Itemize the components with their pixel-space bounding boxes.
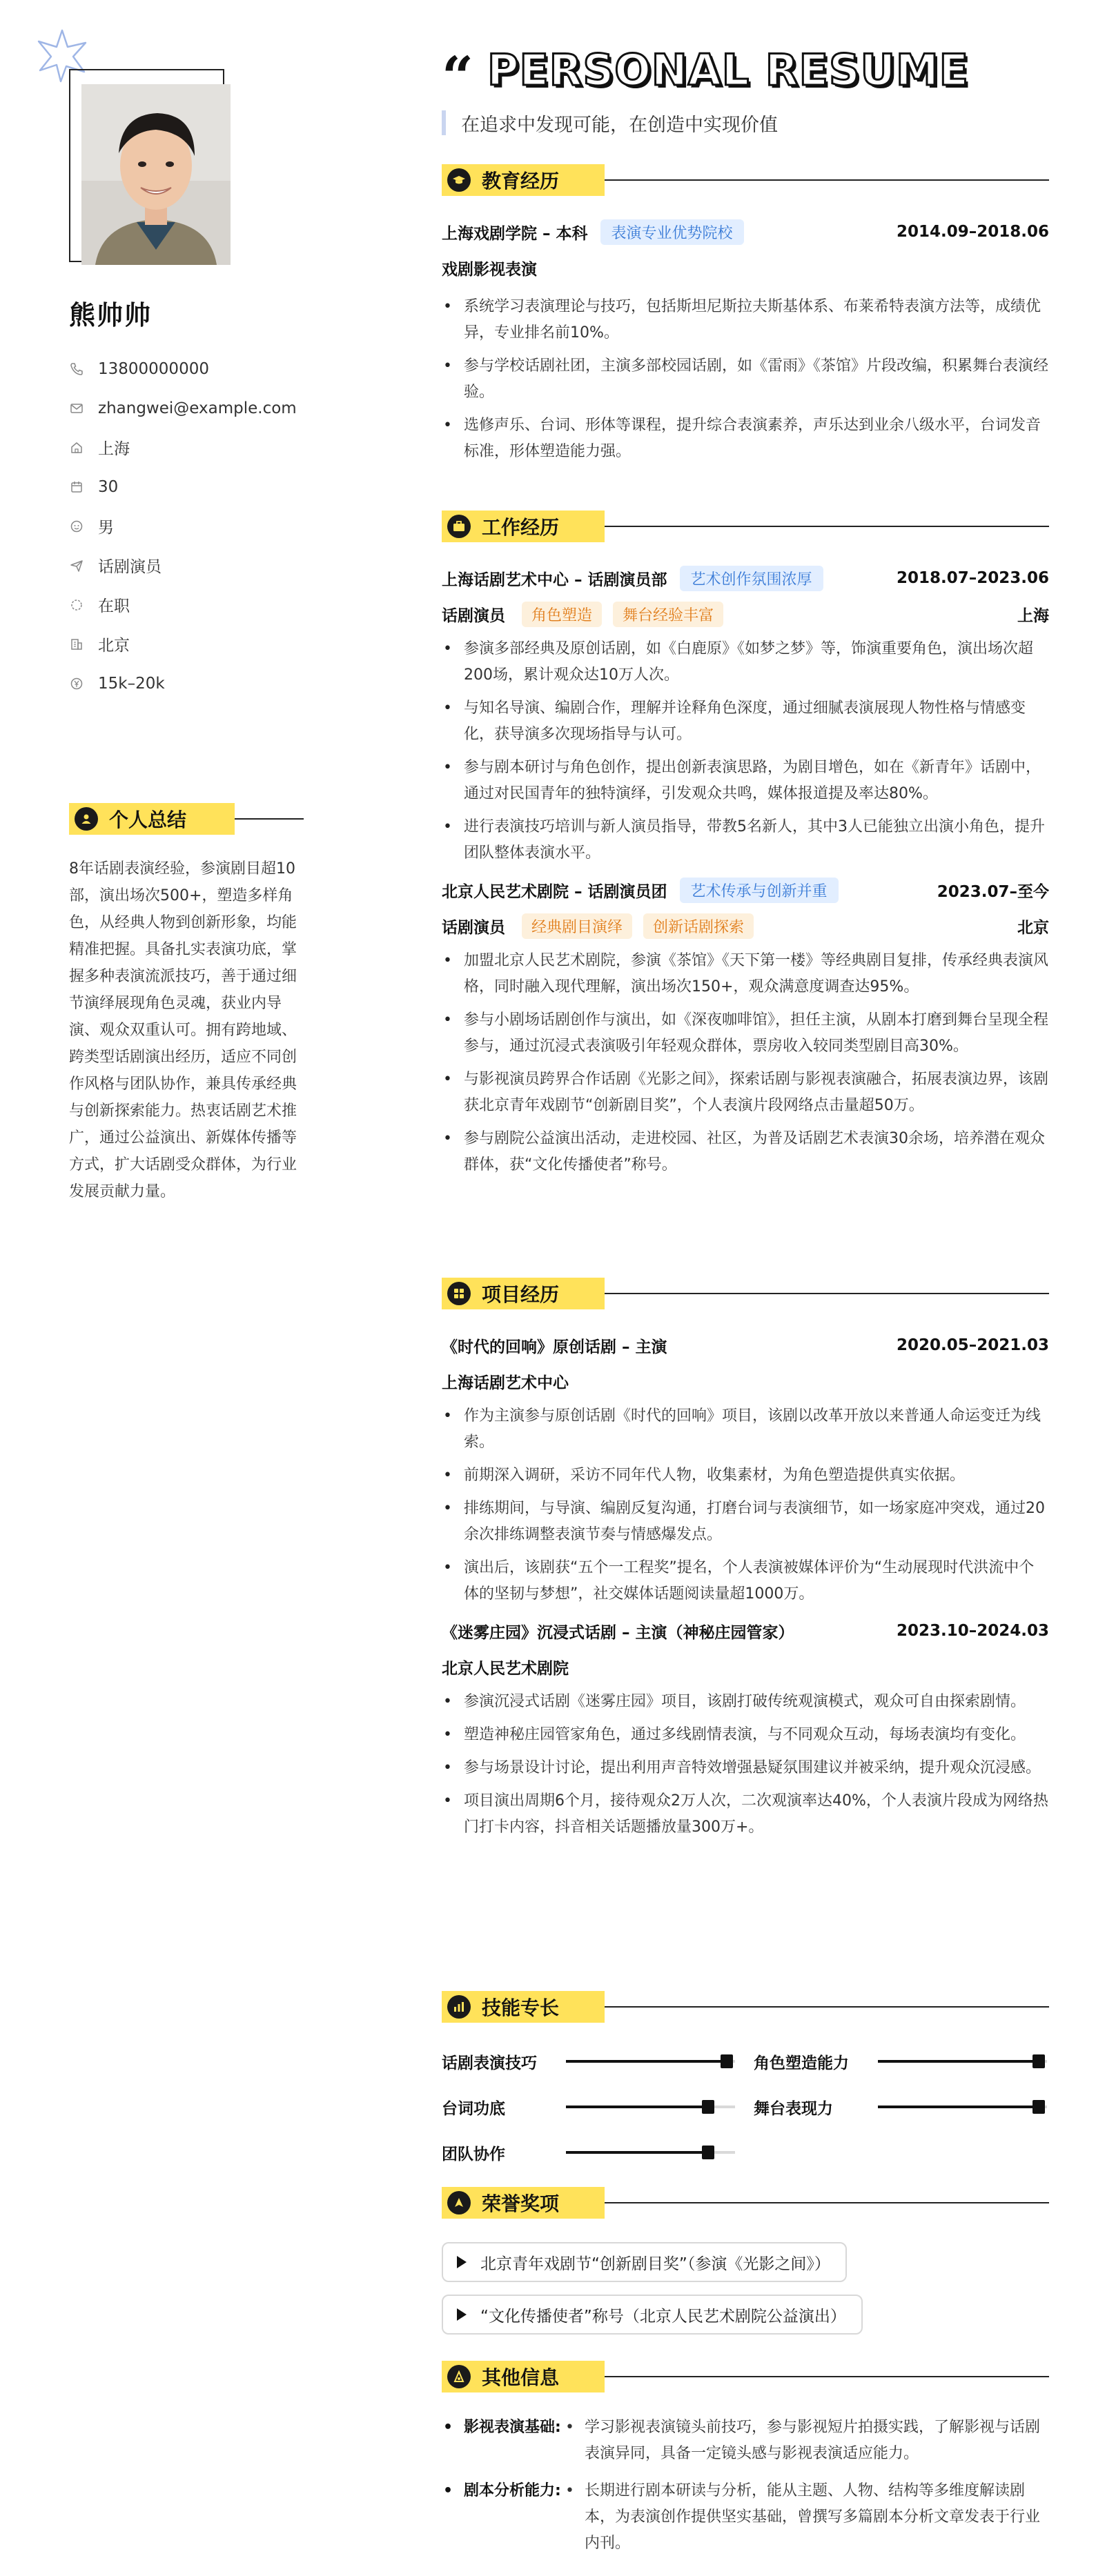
list-item: • 前期深入调研，采访不同年代人物，收集素材，为角色塑造提供真实依据。 — [442, 1463, 1049, 1489]
education-section — [442, 163, 1049, 472]
info-gender — [69, 506, 304, 546]
other-value: • 长期进行剧本研读与分析，能从主题、人物、结构等多维度解读剧本，为表演创作提供坚实基础，曾撰写多篇剧本分析文章发表于行业内刊。 — [562, 2478, 1049, 2557]
other-title: 其他信息 — [482, 2366, 560, 2389]
skill-name: 团队协作 — [442, 2145, 505, 2163]
quote-mark: “ — [442, 44, 474, 109]
info-age — [69, 467, 304, 506]
projects-header — [442, 1276, 1049, 1311]
skill-bar — [566, 2106, 735, 2108]
info-email — [69, 388, 304, 428]
section-divider — [605, 2376, 1049, 2377]
section-divider — [605, 2202, 1049, 2203]
list-item: • 作为主演参与原创话剧《时代的回响》项目，该剧以改革开放以来普通人命运变迁为线索。 — [442, 1403, 1049, 1456]
award-text: 北京青年戏剧节“创新剧目奖”（参演《光影之间》） — [480, 2255, 830, 2273]
list-item: • 参与学校话剧社团，主演多部校园话剧，如《雷雨》《茶馆》片段改编，积累舞台表演经验。 — [442, 353, 1049, 406]
phone-icon — [69, 361, 84, 377]
project-1 — [442, 1331, 1049, 1607]
profile-photo — [81, 84, 231, 265]
school-name: 上海戏剧学院 – 本科 — [442, 224, 588, 243]
building-icon — [69, 637, 84, 652]
info-text: zhangwei@example.com — [98, 399, 297, 417]
project-date: 2020.05–2021.03 — [896, 1336, 1049, 1354]
info-status — [69, 585, 304, 624]
skill-name: 台词功底 — [442, 2099, 505, 2118]
info-salary — [69, 664, 304, 703]
summary-text: 8年话剧表演经验，参演剧目超10部，演出场次500+，塑造多样角色，从经典人物到创新形象，均能精准把握。具备扎实表演功底，掌握多种表演流派技巧，善于通过细节演绎展现角色灵魂，获业内导演、观众双重认可。拥有跨地域、跨类型话剧演出经历，适应不同创作风格与团队协作，兼具传承经典与创新探索能力。热衷话剧艺术推广，通过公益演出、新媒体传播等方式，扩大话剧受众群体，为行业发展贡献力量。 — [69, 860, 297, 1200]
resume-title — [442, 39, 970, 109]
summary-title: 个人总结 — [109, 809, 187, 831]
award-item — [442, 2242, 847, 2282]
list-item: • 参与剧本研讨与角色创作，提出创新表演思路，为剧目增色，如在《新青年》话剧中，通过对民国青年的独特演绎，引发观众共鸣，媒体报道提及率达80%。 — [442, 755, 1049, 807]
person-icon — [75, 807, 98, 831]
send-icon — [69, 558, 84, 573]
award-item — [442, 2295, 863, 2335]
skill-bar-knob — [702, 2100, 714, 2114]
project-org: 上海话剧艺术中心 — [442, 1374, 569, 1392]
info-text: 上海 — [98, 440, 130, 458]
section-divider — [235, 818, 304, 820]
job-role-row — [442, 912, 1049, 940]
job-role: 话剧演员 — [442, 606, 505, 625]
list-item: • 演出后，该剧获“五个一工程奖”提名，个人表演被媒体评价为“生动展现时代洪流中个体的坚韧与梦想”，社交媒体话题阅读量超1000万。 — [442, 1555, 1049, 1607]
play-icon — [457, 2308, 467, 2321]
skill-bar-knob — [721, 2054, 733, 2068]
project-header — [442, 1617, 1049, 1645]
awards-header — [442, 2186, 1049, 2220]
education-date: 2014.09–2018.06 — [896, 223, 1049, 241]
list-item: • 参演多部经典及原创话剧，如《白鹿原》《如梦之梦》等，饰演重要角色，演出场次超200场，累计观众达10万人次。 — [442, 636, 1049, 688]
profile-name: 熊帅帅 — [69, 300, 153, 330]
list-item: • 项目演出周期6个月，接待观众2万人次，二次观演率达40%，个人表演片段成为网络热门打卡内容，抖音相关话题播放量300万+。 — [442, 1788, 1049, 1841]
project-2 — [442, 1617, 1049, 1841]
award-text: “文化传播使者”称号（北京人民艺术剧院公益演出） — [480, 2307, 846, 2326]
list-item: • 进行表演技巧培训与新人演员指导，带教5名新人，其中3人已能独立出演小角色，提升团队整体表演水平。 — [442, 814, 1049, 866]
job-role: 话剧演员 — [442, 918, 505, 937]
projects-tag — [442, 1278, 605, 1309]
awards-title: 荣誉奖项 — [482, 2192, 560, 2215]
projects-title: 项目经历 — [482, 1283, 560, 1306]
award-icon — [447, 2191, 471, 2215]
project-name: 《迷雾庄园》沉浸式话剧 – 主演（神秘庄园管家） — [442, 1623, 794, 1642]
skill-row — [754, 2093, 1047, 2121]
awards-tag — [442, 2187, 605, 2219]
job-bullets — [442, 636, 1049, 866]
job-city: 上海 — [1017, 606, 1049, 625]
list-item: • 参演沉浸式话剧《迷雾庄园》项目，该剧打破传统观演模式，观众可自由探索剧情。 — [442, 1689, 1049, 1715]
job-tag: 经典剧目演绎 — [522, 913, 632, 939]
job-header — [442, 876, 1049, 904]
contact-info-list — [69, 349, 304, 703]
job-1 — [442, 564, 1049, 866]
education-tag — [442, 164, 605, 196]
skills-header — [442, 1990, 1049, 2024]
job-tag: 创新话剧探索 — [643, 913, 754, 939]
skill-bar-fill — [878, 2106, 1039, 2108]
job-role-row — [442, 600, 1049, 628]
job-tag: 舞台经验丰富 — [613, 602, 723, 627]
skill-bar-fill — [566, 2060, 727, 2063]
project-org-row — [442, 1367, 1049, 1395]
info-text: 13800000000 — [98, 359, 209, 378]
major — [442, 254, 1049, 281]
list-item: • 参与剧院公益演出活动，走进校园、社区，为普及话剧艺术表演30余场，培养潜在观众群体，获“文化传播使者”称号。 — [442, 1126, 1049, 1178]
awards-section — [442, 2186, 1049, 2220]
info-location — [69, 428, 304, 467]
play-icon — [457, 2256, 467, 2268]
list-item: • 与影视演员跨界合作话剧《光影之间》，探索话剧与影视表演融合，拓展表演边界，该剧获北京青年戏剧节“创新剧目奖”，个人表演片段网络点击量超50万。 — [442, 1067, 1049, 1119]
section-divider — [605, 179, 1049, 181]
home-icon — [69, 440, 84, 455]
skill-bar-knob — [1033, 2054, 1045, 2068]
info-text: 话剧演员 — [98, 558, 162, 576]
job-date: 2023.07–至今 — [937, 882, 1049, 901]
summary-tag — [69, 803, 235, 835]
other-header — [442, 2359, 1049, 2394]
job-city: 北京 — [1017, 918, 1049, 937]
info-text: 北京 — [98, 637, 130, 655]
mail-icon — [69, 401, 84, 416]
job-org: 上海话剧艺术中心 – 话剧演员部 — [442, 571, 667, 589]
skills-title: 技能专长 — [482, 1997, 560, 2019]
job-date: 2018.07–2023.06 — [896, 569, 1049, 587]
calendar-icon — [69, 479, 84, 495]
info-position — [69, 546, 304, 585]
summary-header — [69, 802, 304, 836]
skill-bar-fill — [878, 2060, 1039, 2063]
graduation-cap-icon — [447, 168, 471, 192]
major-text: 戏剧影视表演 — [442, 260, 537, 279]
skill-row — [442, 2048, 735, 2075]
other-item — [442, 2478, 1049, 2557]
project-header — [442, 1331, 1049, 1359]
gender-icon — [69, 519, 84, 534]
skill-row — [442, 2139, 735, 2166]
project-date: 2023.10–2024.03 — [896, 1622, 1049, 1640]
info-icon — [447, 2365, 471, 2388]
job-2 — [442, 876, 1049, 1178]
status-icon — [69, 597, 84, 613]
project-org-row — [442, 1653, 1049, 1681]
motto-bar — [442, 110, 446, 135]
skill-name: 角色塑造能力 — [754, 2054, 849, 2072]
skill-name: 舞台表现力 — [754, 2099, 833, 2118]
education-row — [442, 218, 1049, 246]
list-item: • 塑造神秘庄园管家角色，通过多线剧情表演，与不同观众互动，每场表演均有变化。 — [442, 1722, 1049, 1748]
motto-text: 在追求中发现可能，在创造中实现价值 — [461, 114, 778, 136]
project-bullets — [442, 1403, 1049, 1607]
job-org-tag: 艺术传承与创新并重 — [680, 878, 839, 903]
skill-bar-fill — [566, 2106, 708, 2108]
skill-bar — [566, 2151, 735, 2154]
list-item: • 排练期间，与导演、编剧反复沟通，打磨台词与表演细节，如一场家庭冲突戏，通过20余次排练调整表演节奏与情感爆发点。 — [442, 1496, 1049, 1548]
work-tag — [442, 511, 605, 542]
list-item: • 选修声乐、台词、形体等课程，提升综合表演素养，声乐达到业余八级水平，台词发音标准，形体塑造能力强。 — [442, 413, 1049, 465]
section-divider — [605, 526, 1049, 527]
other-key: • 影视表演基础: — [442, 2415, 562, 2467]
list-item: • 参与场景设计讨论，提出利用声音特效增强悬疑氛围建议并被采纳，提升观众沉浸感。 — [442, 1755, 1049, 1781]
list-item: • 系统学习表演理论与技巧，包括斯坦尼斯拉夫斯基体系、布莱希特表演方法等，成绩优异，专业排名前10%。 — [442, 294, 1049, 346]
info-text: 30 — [98, 477, 119, 496]
info-city — [69, 624, 304, 664]
project-bullets — [442, 1689, 1049, 1841]
briefcase-icon — [447, 515, 471, 538]
skills-section — [442, 1990, 1049, 2024]
education-bullets — [442, 294, 1049, 465]
project-name: 《时代的回响》原创话剧 – 主演 — [442, 1338, 667, 1356]
list-item: • 参与小剧场话剧创作与演出，如《深夜咖啡馆》，担任主演，从剧本打磨到舞台呈现全程参与，通过沉浸式表演吸引年轻观众群体，票房收入较同类型剧目高30%。 — [442, 1007, 1049, 1060]
page-title: PERSONAL RESUME — [487, 44, 970, 95]
job-bullets — [442, 948, 1049, 1178]
skill-bar-fill — [566, 2151, 708, 2154]
info-text: 在职 — [98, 597, 130, 615]
job-tag: 角色塑造 — [522, 602, 602, 627]
education-title: 教育经历 — [482, 170, 560, 192]
skill-bar-knob — [702, 2146, 714, 2159]
list-item: • 与知名导演、编剧合作，理解并诠释角色深度，通过细腻表演展现人物性格与情感变化，获导演多次现场指导与认可。 — [442, 695, 1049, 748]
info-text: 男 — [98, 519, 114, 537]
projects-section — [442, 1276, 1049, 1847]
job-org-tag: 艺术创作氛围浓厚 — [680, 566, 823, 591]
job-header — [442, 564, 1049, 592]
skill-bar-knob — [1033, 2100, 1045, 2114]
chart-icon — [447, 1995, 471, 2019]
work-header — [442, 509, 1049, 544]
skill-row — [442, 2093, 735, 2121]
info-phone — [69, 349, 304, 388]
other-item — [442, 2415, 1049, 2467]
list-item: • 加盟北京人民艺术剧院，参演《茶馆》《天下第一楼》等经典剧目复排，传承经典表演风格，同时融入现代理解，演出场次150+，观众满意度调查达95%。 — [442, 948, 1049, 1000]
skill-bar — [566, 2060, 735, 2063]
other-section — [442, 2359, 1049, 2568]
skill-bar — [878, 2106, 1047, 2108]
other-key: • 剧本分析能力: — [442, 2478, 562, 2557]
other-tag — [442, 2361, 605, 2392]
school-tag: 表演专业优势院校 — [600, 219, 744, 245]
info-text: 15k–20k — [98, 674, 165, 693]
salary-icon — [69, 676, 84, 691]
skill-name: 话剧表演技巧 — [442, 2054, 537, 2072]
education-header — [442, 163, 1049, 197]
section-divider — [605, 2006, 1049, 2008]
skill-row — [754, 2048, 1047, 2075]
other-value: • 学习影视表演镜头前技巧，参与影视短片拍摄实践，了解影视与话剧表演异同，具备一定镜头感与影视表演适应能力。 — [562, 2415, 1049, 2467]
job-org: 北京人民艺术剧院 – 话剧演员团 — [442, 882, 667, 901]
skills-tag — [442, 1991, 605, 2023]
work-section — [442, 509, 1049, 1185]
skill-bar — [878, 2060, 1047, 2063]
section-divider — [605, 1293, 1049, 1294]
work-title: 工作经历 — [482, 516, 560, 539]
project-org: 北京人民艺术剧院 — [442, 1659, 569, 1678]
motto — [442, 109, 778, 137]
grid-icon — [447, 1282, 471, 1305]
